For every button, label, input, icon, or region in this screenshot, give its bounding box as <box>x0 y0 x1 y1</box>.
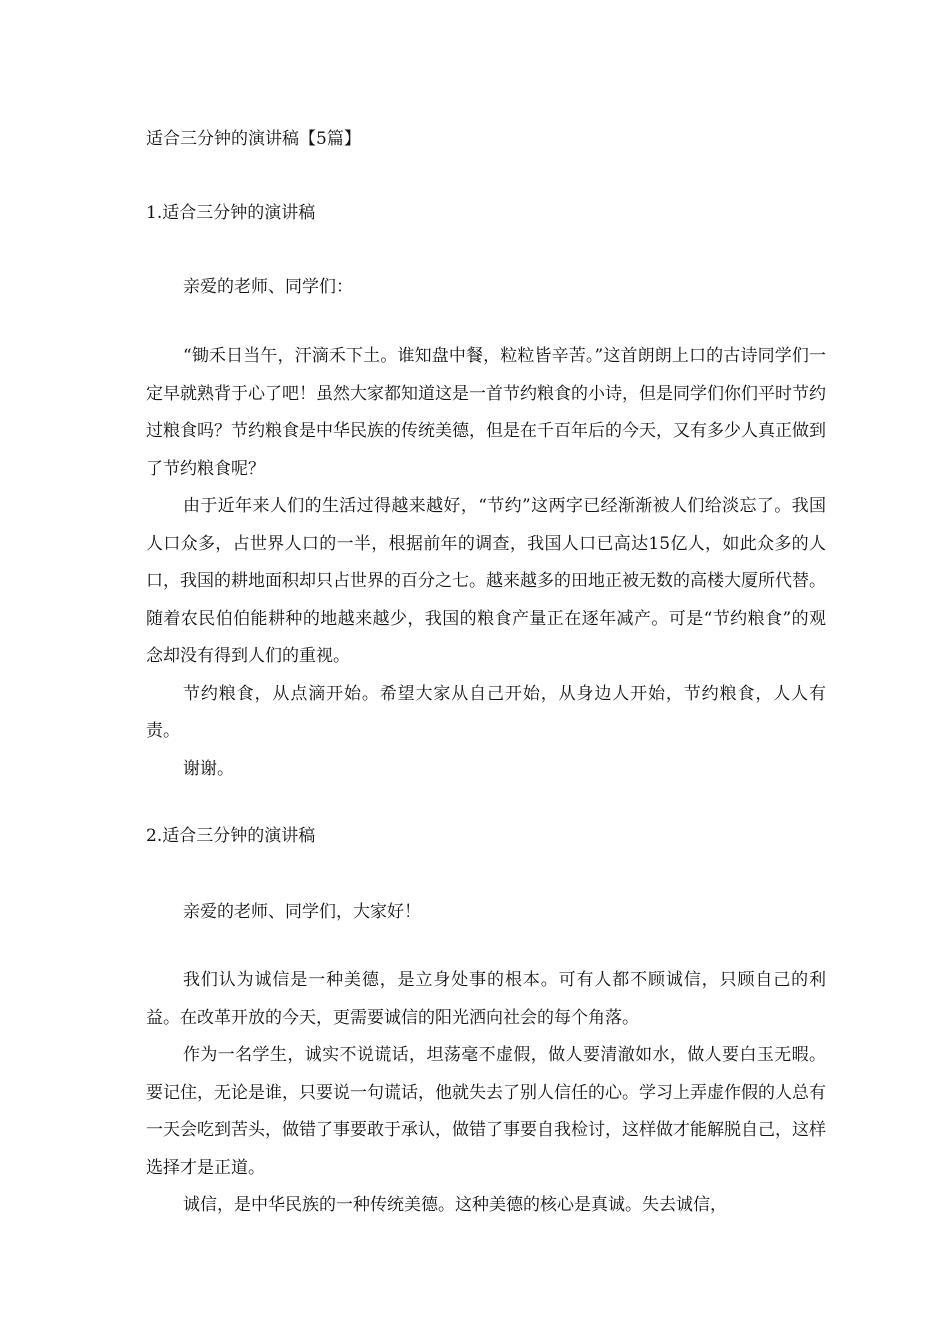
section-2-paragraph-1: 我们认为诚信是一种美德，是立身处事的根本。可有人都不顾诚信，只顾自己的利益。在改革开放的今天，更需要诚信的阳光洒向社会的每个角落。 <box>146 970 826 1028</box>
section-1-paragraph-2: 由于近年来人们的生活过得越来越好，“节约”这两字已经渐渐被人们给淡忘了。我国人口众多，占世界人口的一半，根据前年的调查，我国人口已高达15亿人，如此众多的人口，我国的耕地面积却只占世界的百分之七。越来越多的田地正被无数的高楼大厦所代替。随着农民伯伯能耕种的地越来越少，我国的粮食产量正在逐年减产。可是“节约粮食”的观念却没有得到人们的重视。 <box>146 496 826 666</box>
section-1-body <box>146 338 826 788</box>
document-title: 适合三分钟的演讲稿【5篇】 <box>146 129 361 149</box>
section-1-salutation: 亲爱的老师、同学们： <box>183 277 353 297</box>
section-2-salutation: 亲爱的老师、同学们，大家好！ <box>183 902 421 922</box>
section-2-heading: 2.适合三分钟的演讲稿 <box>146 826 316 846</box>
section-2-paragraph-3: 诚信，是中华民族的一种传统美德。这种美德的核心是真诚。失去诚信， <box>183 1195 727 1215</box>
section-1-paragraph-4: 谢谢。 <box>183 758 234 779</box>
section-1-paragraph-1: “锄禾日当午，汗滴禾下土。谁知盘中餐，粒粒皆辛苦。”这首朗朗上口的古诗同学们一定早就熟背于心了吧！虽然大家都知道这是一首节约粮食的小诗，但是同学们你们平时节约过粮食吗？节约粮食是中华民族的传统美德，但是在千百年后的今天，又有多少人真正做到了节约粮食呢？ <box>146 346 826 479</box>
section-1-heading: 1.适合三分钟的演讲稿 <box>146 203 316 223</box>
section-2-paragraph-2: 作为一名学生，诚实不说谎话，坦荡毫不虚假，做人要清澈如水，做人要白玉无暇。要记住，无论是谁，只要说一句谎话，他就失去了别人信任的心。学习上弄虚作假的人总有一天会吃到苦头，做错了事要敢于承认，做错了事要自我检讨，这样做才能解脱自己，这样选择才是正道。 <box>146 1045 826 1178</box>
section-2-body <box>146 962 826 1225</box>
section-1-paragraph-3: 节约粮食，从点滴开始。希望大家从自己开始，从身边人开始，节约粮食，人人有责。 <box>146 683 826 741</box>
